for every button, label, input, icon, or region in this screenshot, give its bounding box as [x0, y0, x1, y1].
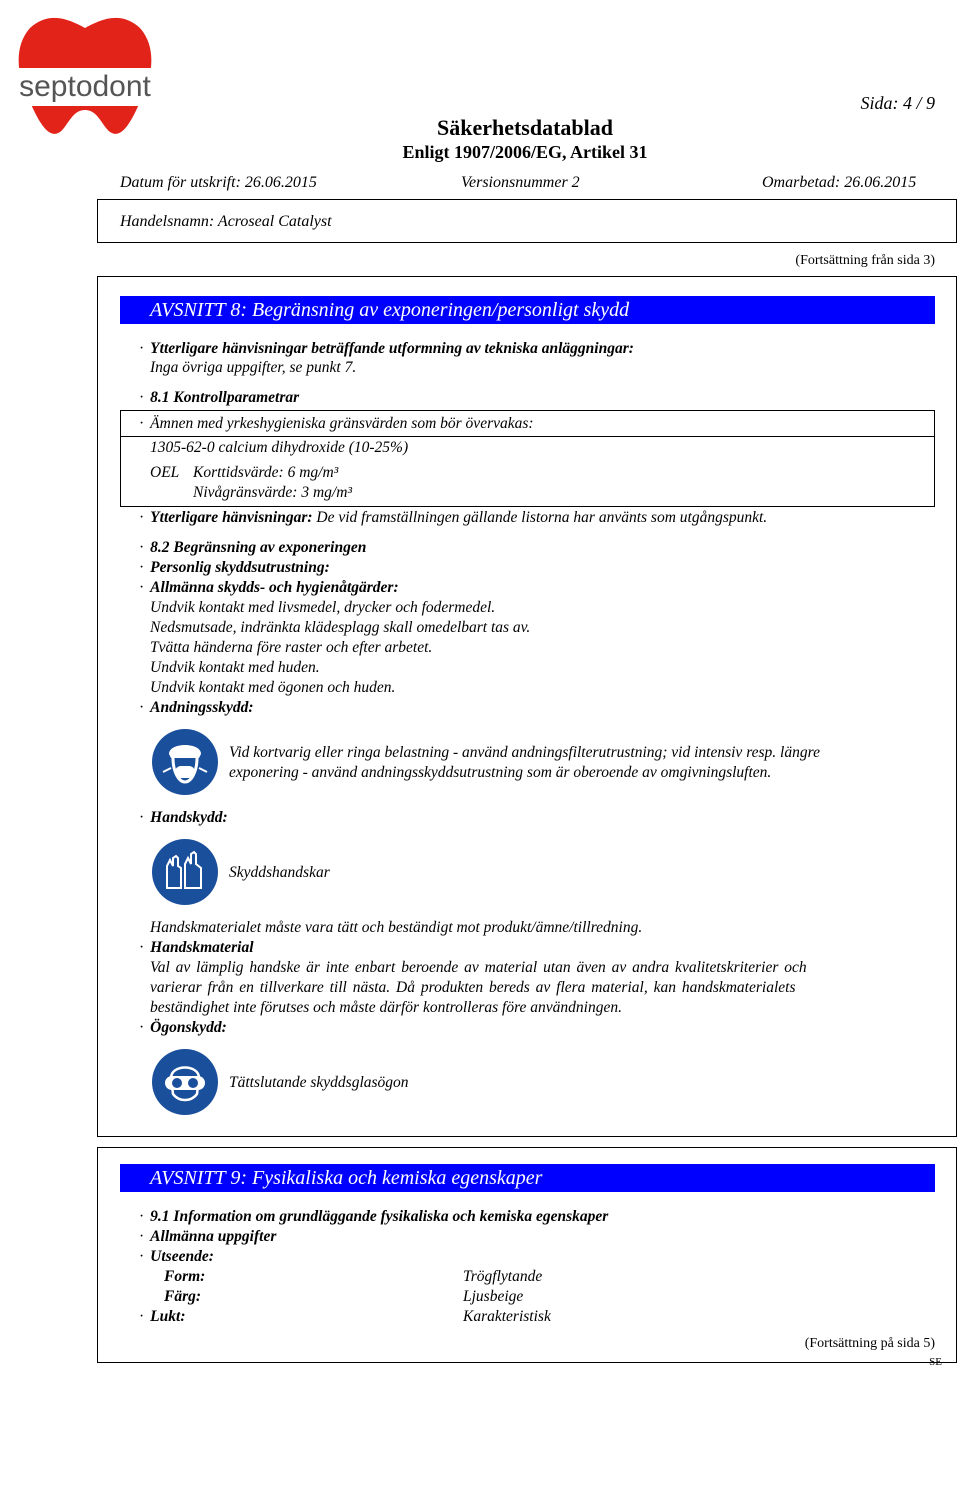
color-value: Ljusbeige	[463, 1288, 524, 1305]
exposure-heading: · 8.2 Begränsning av exponeringen	[139, 538, 366, 558]
gloves-icon	[151, 838, 219, 906]
trade-name: Handelsnamn: Acroseal Catalyst	[120, 213, 332, 230]
odor-heading: · Lukt:	[139, 1307, 185, 1327]
glove-material-text: varierar från en tillverkare till nästa. Då produkten bereds av flera material, kan handskmaterialets	[150, 979, 796, 996]
goggles-icon	[151, 1048, 219, 1116]
page-number: Sida: 4 / 9	[860, 93, 935, 113]
hand-heading: · Handskydd:	[139, 808, 228, 828]
print-date: Datum för utskrift: 26.06.2015	[120, 174, 317, 191]
eye-heading: · Ögonskydd:	[139, 1018, 227, 1038]
hand-text: Skyddshandskar	[229, 864, 330, 881]
form-value: Trögflytande	[463, 1268, 543, 1285]
version-number: Versionsnummer 2	[461, 174, 580, 191]
document-title: Säkerhetsdatablad	[436, 115, 614, 140]
hygiene-line: Undvik kontakt med livsmedel, drycker och fodermedel.	[150, 599, 496, 616]
revised-date: Omarbetad: 26.06.2015	[762, 174, 917, 191]
tech-text: Inga övriga uppgifter, se punkt 7.	[150, 359, 357, 376]
color-label: Färg:	[164, 1288, 202, 1305]
extra-references: · Ytterligare hänvisningar: De vid framställningen gällande listorna har använts som utgångspunkt.	[139, 508, 767, 528]
oel-level: Nivågränsvärde: 3 mg/m³	[193, 484, 353, 501]
oel-short-term: Korttidsvärde: 6 mg/m³	[193, 464, 339, 481]
section-8-title: AVSNITT 8: Begränsning av exponeringen/personligt skydd	[120, 296, 935, 324]
respiratory-heading: · Andningsskydd:	[139, 698, 254, 718]
appearance-heading: · Utseende:	[139, 1247, 214, 1267]
logo-text: septodont	[19, 70, 151, 103]
kontrollparametrar-heading: · 8.1 Kontrollparametrar	[139, 388, 299, 408]
respiratory-text-1: Vid kortvarig eller ringa belastning - använd andningsfilterutrustning; vid intensiv resp. längre	[229, 744, 820, 761]
substances-label: · Ämnen med yrkeshygieniska gränsvärden som bör övervakas:	[139, 414, 534, 434]
document-subtitle: Enligt 1907/2006/EG, Artikel 31	[402, 142, 648, 162]
hygiene-line: Nedsmutsade, indränkta klädesplagg skall omedelbart tas av.	[150, 619, 531, 636]
section-9-title: AVSNITT 9: Fysikaliska och kemiska egenskaper	[120, 1164, 935, 1192]
tech-label: · Ytterligare hänvisningar beträffande utformning av tekniska anläggningar:	[139, 339, 634, 359]
hygiene-line: Tvätta händerna före raster och efter arbetet.	[150, 639, 433, 656]
substance-row: 1305-62-0 calcium dihydroxide (10-25%)	[150, 439, 409, 456]
ppe-heading: · Personlig skyddsutrustning:	[139, 558, 330, 578]
language-code: SE	[929, 1356, 942, 1368]
continued-to: (Fortsättning på sida 5)	[804, 1336, 935, 1351]
glove-note: Handskmaterialet måste vara tätt och beständigt mot produkt/ämne/tillredning.	[150, 919, 643, 936]
continued-from: (Fortsättning från sida 3)	[795, 253, 935, 268]
info-heading: · 9.1 Information om grundläggande fysikaliska och kemiska egenskaper	[139, 1207, 608, 1227]
glove-material-text: beständighet inte förutses och måste därför kontrolleras före användningen.	[150, 999, 622, 1016]
glove-material-heading: · Handskmaterial	[139, 938, 254, 958]
general-heading: · Allmänna uppgifter	[139, 1227, 276, 1247]
hygiene-line: Undvik kontakt med huden.	[150, 659, 320, 676]
respiratory-text-2: exponering - använd andningsskyddsutrustning som är oberoende av omgivningsluften.	[229, 764, 772, 781]
respirator-icon	[151, 728, 219, 796]
odor-value: Karakteristisk	[463, 1308, 551, 1325]
eye-text: Tättslutande skyddsglasögon	[229, 1074, 409, 1091]
oel-label: OEL	[150, 464, 180, 481]
glove-material-text: Val av lämplig handske är inte enbart beroende av material utan även av andra kvalitetskriterier och	[150, 959, 807, 976]
form-label: Form:	[164, 1268, 206, 1285]
hygiene-line: Undvik kontakt med ögonen och huden.	[150, 679, 396, 696]
company-logo	[10, 10, 160, 145]
hygiene-heading: · Allmänna skydds- och hygienåtgärder:	[139, 578, 399, 598]
